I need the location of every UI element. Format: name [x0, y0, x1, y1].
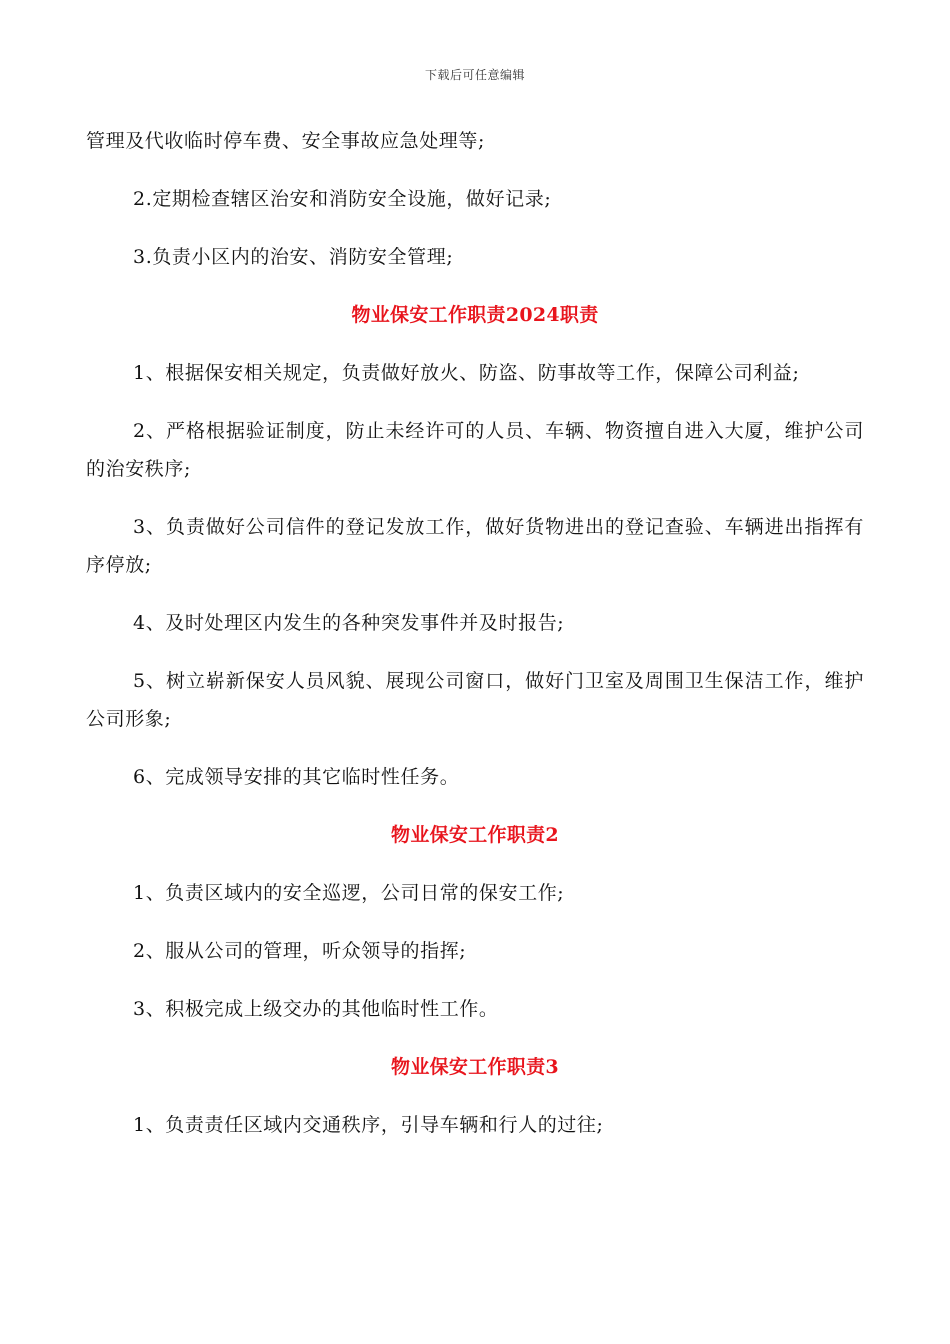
paragraph: 管理及代收临时停车费、安全事故应急处理等;	[86, 130, 486, 152]
paragraph: 3、积极完成上级交办的其他临时性工作。	[133, 998, 499, 1020]
section-title: 物业保安工作职责3	[391, 1056, 559, 1078]
paragraph: 1、负责责任区域内交通秩序，引导车辆和行人的过往;	[133, 1114, 604, 1136]
paragraph: 1、负责区域内的安全巡逻，公司日常的保安工作;	[133, 882, 565, 904]
paragraph: 3、负责做好公司信件的登记发放工作，做好货物进出的登记查验、车辆进出指挥有序停放;	[86, 516, 864, 576]
section-title: 物业保安工作职责2	[391, 824, 559, 846]
paragraph: 4、及时处理区内发生的各种突发事件并及时报告;	[133, 612, 565, 634]
paragraph: 2、严格根据验证制度，防止未经许可的人员、车辆、物资擅自进入大厦，维护公司的治安秩序;	[86, 420, 864, 480]
paragraph: 5、树立崭新保安人员风貌、展现公司窗口，做好门卫室及周围卫生保洁工作，维护公司形象;	[86, 670, 864, 730]
paragraph: 2、服从公司的管理，听众领导的指挥;	[133, 940, 467, 962]
paragraph: 3.负责小区内的治安、消防安全管理;	[133, 246, 454, 268]
paragraph: 2.定期检查辖区治安和消防安全设施，做好记录;	[133, 188, 552, 210]
paragraph: 6、完成领导安排的其它临时性任务。	[133, 766, 460, 788]
document-body	[86, 122, 864, 1164]
paragraph: 1、根据保安相关规定，负责做好放火、防盗、防事故等工作，保障公司利益;	[133, 362, 800, 384]
section-title: 物业保安工作职责2024职责	[351, 304, 599, 326]
page-header: 下载后可任意编辑	[424, 68, 525, 82]
